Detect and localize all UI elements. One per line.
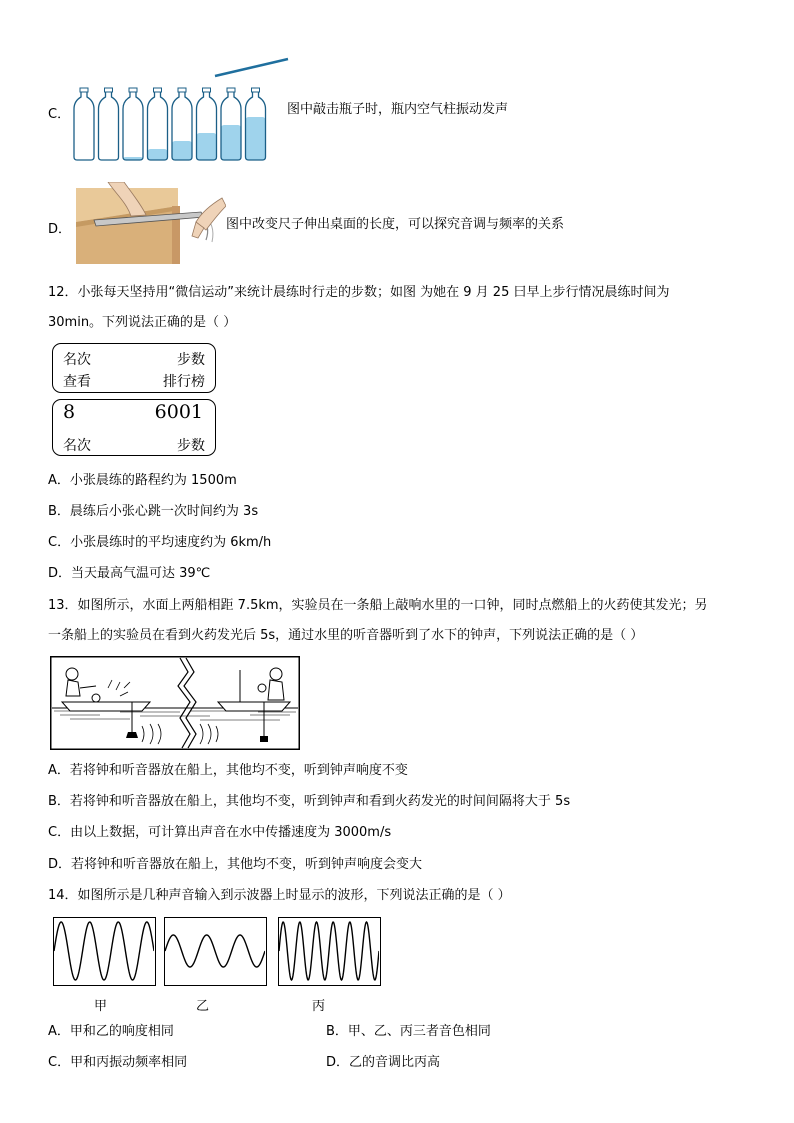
bottle-water xyxy=(172,141,192,160)
bottle xyxy=(123,91,143,160)
q13-option-a: A．若将钟和听音器放在船上，其他均不变，听到钟声响度不变 xyxy=(48,763,408,778)
q13-option-c: C．由以上数据，可计算出声音在水中传播速度为 3000m/s xyxy=(48,825,392,840)
bottle xyxy=(99,91,119,160)
bottle-mouth xyxy=(80,88,88,92)
bottle-water xyxy=(246,117,266,160)
q14-option-d: D．乙的音调比丙高 xyxy=(326,1055,441,1070)
boats-experiment-image xyxy=(50,656,300,750)
q12-option-b: B．晨练后小张心跳一次时间约为 3s xyxy=(48,504,259,519)
view-label: 查看 xyxy=(63,374,91,390)
waveform-bing xyxy=(278,917,381,986)
option-c-letter: C． xyxy=(48,107,71,122)
q12-option-c: C．小张晨练时的平均速度约为 6km/h xyxy=(48,535,272,550)
waveform-curve xyxy=(279,922,379,980)
wechat-ranking-card-bottom xyxy=(52,399,216,456)
steps-label: 步数 xyxy=(177,352,205,368)
q12-option-a: A．小张晨练的路程约为 1500m xyxy=(48,473,237,488)
option-d-letter: D． xyxy=(48,222,72,237)
bottle-mouth xyxy=(154,88,162,92)
waveform-curve xyxy=(54,922,154,980)
rank-value: 8 xyxy=(63,401,76,423)
q14-stem: 14．如图所示是几种声音输入到示波器上时显示的波形，下列说法正确的是（ ） xyxy=(48,888,511,903)
bottle-mouth xyxy=(252,88,260,92)
q12-option-d: D．当天最高气温可达 39℃ xyxy=(48,566,211,581)
bottle-mouth xyxy=(105,88,113,92)
waveform-jia xyxy=(53,917,156,986)
steps-value: 6001 xyxy=(154,401,203,423)
waveform-label-bing: 丙 xyxy=(312,999,326,1014)
bottle-mouth xyxy=(129,88,137,92)
q13-stem-line1: 13．如图所示，水面上两船相距 7.5km，实验员在一条船上敲响水里的一口钟，同时点燃船上的火药使其发光；另 xyxy=(48,598,708,613)
waveform-label-jia: 甲 xyxy=(94,999,108,1014)
bottles-image xyxy=(70,55,295,165)
bottle-mouth xyxy=(203,88,211,92)
q12-stem-line2: 30min。下列说法正确的是（ ） xyxy=(48,315,237,330)
bottle-water xyxy=(221,125,241,160)
rank-caption: 名次 xyxy=(63,438,91,454)
q14-option-b: B．甲、乙、丙三者音色相同 xyxy=(326,1024,491,1039)
waveform-curve xyxy=(165,935,265,967)
bottle xyxy=(74,91,94,160)
steps-caption: 步数 xyxy=(177,438,205,454)
q12-stem-line1: 12．小张每天坚持用“微信运动”来统计晨练时行走的步数；如图 为她在 9 月 25 曰早上步行情况晨练时间为 xyxy=(48,285,670,300)
bottle-mouth xyxy=(178,88,186,92)
q13-option-b: B．若将钟和听音器放在船上，其他均不变，听到钟声和看到火药发光的时间间隔将大于 5s xyxy=(48,794,571,809)
waveform-label-yi: 乙 xyxy=(196,999,210,1014)
waveform-yi xyxy=(164,917,267,986)
bottle-water xyxy=(197,133,217,160)
bottle-water xyxy=(148,149,168,160)
q13-stem-line2: 一条船上的实验员在看到火药发光后 5s，通过水里的听音器听到了水下的钟声，下列说法正确的是（ ） xyxy=(48,628,644,643)
wechat-ranking-card-top xyxy=(52,343,216,393)
bottle-mouth xyxy=(227,88,235,92)
option-d-caption: 图中改变尺子伸出桌面的长度，可以探究音调与频率的关系 xyxy=(226,217,565,232)
q14-option-c: C．甲和丙振动频率相同 xyxy=(48,1055,188,1070)
q14-option-a: A．甲和乙的响度相同 xyxy=(48,1024,174,1039)
ruler-table-image xyxy=(76,182,226,264)
leaderboard-label: 排行榜 xyxy=(163,374,205,390)
q13-option-d: D．若将钟和听音器放在船上，其他均不变，听到钟声响度会变大 xyxy=(48,857,423,872)
option-c-caption: 图中敲击瓶子时，瓶内空气柱振动发声 xyxy=(287,102,509,117)
rank-label: 名次 xyxy=(63,352,91,368)
